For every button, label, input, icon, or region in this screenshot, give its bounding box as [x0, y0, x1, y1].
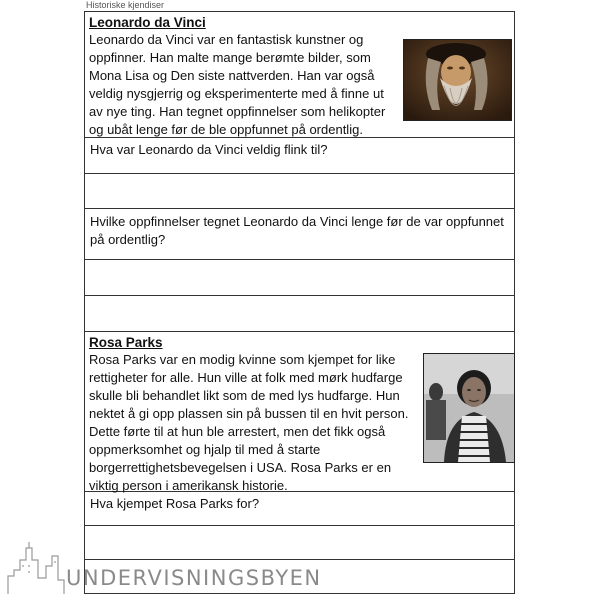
worksheet	[84, 11, 515, 594]
worksheet-header: Historiske kjendiser	[86, 0, 165, 10]
answer-line[interactable]	[85, 174, 514, 209]
question-row	[85, 209, 514, 260]
rosa-portrait-photo	[423, 353, 515, 463]
rosa-title: Rosa Parks	[89, 335, 163, 350]
text-line: oppfinner. Han malte mange berømte bilder, som	[89, 50, 371, 65]
text-line: oppmerksomhet og hjalp til med å starte	[89, 442, 321, 457]
text-line: skulle bli behandlet likt som de med lys hudfarge. Hun	[89, 388, 400, 403]
text-line: veldig nysgjerrig og eksperimenterte med å finne ut	[89, 86, 384, 101]
text-line: Rosa Parks var en modig kvinne som kjempet for like	[89, 352, 396, 367]
text-line: nektet å gi opp plassen sin på bussen til en hvit person.	[89, 406, 409, 421]
question-line: på ordentlig?	[90, 232, 166, 247]
text-line: viktig person i amerikansk historie.	[89, 478, 288, 493]
text-line: og ubåt lenge før de ble oppfunnet på ordentlig.	[89, 122, 363, 137]
leonardo-portrait-photo	[403, 39, 512, 121]
leonardo-title: Leonardo da Vinci	[89, 15, 206, 30]
question-row	[85, 492, 514, 526]
question-row	[85, 138, 514, 174]
brand-logo-text: UNDERVISNINGSBYEN	[66, 566, 322, 590]
question-text: Hva kjempet Rosa Parks for?	[90, 496, 260, 511]
leonardo-section	[85, 12, 514, 138]
question-line: Hvilke oppfinnelser tegnet Leonardo da Vinci lenge før de var oppfunnet	[90, 214, 504, 229]
text-line: rettigheter for alle. Hun ville at folk med mørk hudfarge	[89, 370, 403, 385]
text-line: av nye ting. Han tegnet oppfinnelser som helikopter	[89, 104, 386, 119]
answer-line[interactable]	[85, 260, 514, 296]
question-text: Hva var Leonardo da Vinci veldig flink til?	[90, 142, 328, 157]
text-line: Leonardo da Vinci var en fantastisk kunstner og	[89, 32, 364, 47]
text-line: Dette førte til at hun ble arrestert, men det fikk også	[89, 424, 386, 439]
text-line: Mona Lisa og Den siste nattverden. Han var også	[89, 68, 375, 83]
text-line: borgerrettighetsbevegelsen i USA. Rosa Parks er en	[89, 460, 392, 475]
answer-line[interactable]	[85, 296, 514, 332]
rosa-section	[85, 332, 514, 492]
question-text	[85, 209, 514, 249]
